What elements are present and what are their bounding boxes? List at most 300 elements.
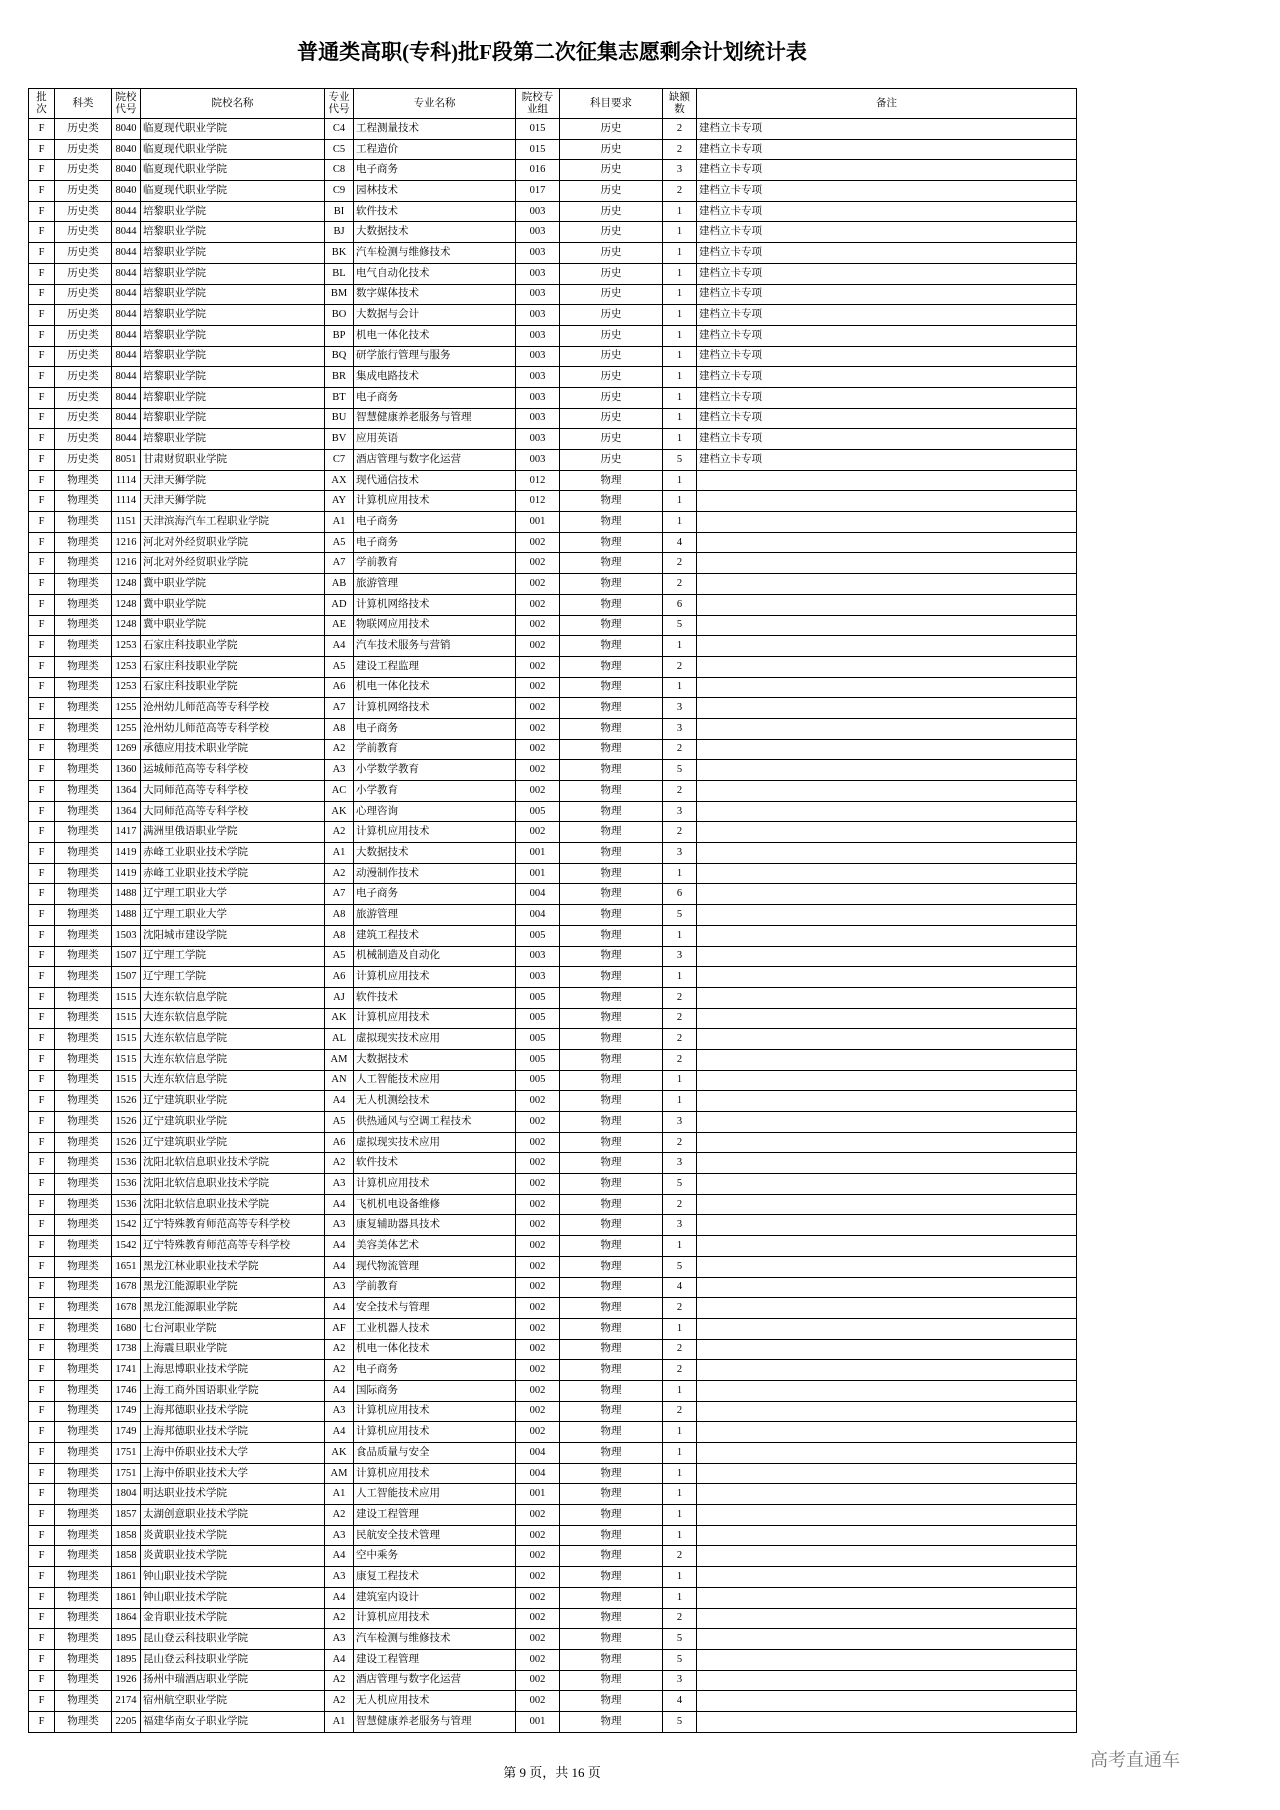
cell-vacancies: 3 xyxy=(663,801,697,822)
cell-school-name: 天津天狮学院 xyxy=(141,491,325,512)
cell-major-code: BV xyxy=(325,429,354,450)
cell-category: 物理类 xyxy=(55,636,112,657)
cell-major-group: 005 xyxy=(516,1008,560,1029)
cell-remarks: 建档立卡专项 xyxy=(697,181,1077,202)
cell-remarks xyxy=(697,532,1077,553)
cell-vacancies: 1 xyxy=(663,1525,697,1546)
cell-subject: 物理 xyxy=(560,512,663,533)
cell-vacancies: 1 xyxy=(663,1422,697,1443)
cell-school-code: 1749 xyxy=(112,1401,141,1422)
cell-subject: 历史 xyxy=(560,346,663,367)
cell-major-name: 旅游管理 xyxy=(354,574,516,595)
cell-major-name: 人工智能技术应用 xyxy=(354,1070,516,1091)
cell-subject: 物理 xyxy=(560,1463,663,1484)
cell-major-code: AY xyxy=(325,491,354,512)
cell-remarks xyxy=(697,1711,1077,1732)
cell-major-name: 国际商务 xyxy=(354,1380,516,1401)
cell-major-group: 005 xyxy=(516,1029,560,1050)
cell-vacancies: 2 xyxy=(663,987,697,1008)
cell-category: 物理类 xyxy=(55,1608,112,1629)
table-row xyxy=(29,781,1077,802)
cell-major-code: A2 xyxy=(325,863,354,884)
cell-major-group: 003 xyxy=(516,222,560,243)
cell-school-code: 1216 xyxy=(112,553,141,574)
cell-category: 物理类 xyxy=(55,1132,112,1153)
cell-remarks xyxy=(697,677,1077,698)
cell-batch: F xyxy=(29,843,55,864)
cell-school-code: 1536 xyxy=(112,1194,141,1215)
cell-major-code: AJ xyxy=(325,987,354,1008)
cell-school-code: 1488 xyxy=(112,884,141,905)
cell-major-name: 汽车检测与维修技术 xyxy=(354,243,516,264)
cell-batch: F xyxy=(29,1463,55,1484)
cell-vacancies: 1 xyxy=(663,1443,697,1464)
cell-category: 物理类 xyxy=(55,1112,112,1133)
cell-major-code: A4 xyxy=(325,1546,354,1567)
table-row xyxy=(29,387,1077,408)
cell-subject: 物理 xyxy=(560,1567,663,1588)
cell-major-code: AM xyxy=(325,1463,354,1484)
cell-school-code: 1864 xyxy=(112,1608,141,1629)
cell-school-name: 宿州航空职业学院 xyxy=(141,1691,325,1712)
cell-major-code: A6 xyxy=(325,967,354,988)
cell-batch: F xyxy=(29,1174,55,1195)
cell-subject: 历史 xyxy=(560,325,663,346)
cell-major-name: 建设工程监理 xyxy=(354,656,516,677)
cell-remarks: 建档立卡专项 xyxy=(697,139,1077,160)
cell-remarks xyxy=(697,1153,1077,1174)
cell-vacancies: 2 xyxy=(663,1194,697,1215)
cell-remarks: 建档立卡专项 xyxy=(697,201,1077,222)
cell-school-name: 上海中侨职业技术大学 xyxy=(141,1443,325,1464)
cell-school-name: 培黎职业学院 xyxy=(141,408,325,429)
cell-remarks xyxy=(697,574,1077,595)
cell-major-group: 002 xyxy=(516,1132,560,1153)
cell-major-code: A4 xyxy=(325,1649,354,1670)
cell-major-code: AM xyxy=(325,1049,354,1070)
cell-school-code: 1678 xyxy=(112,1277,141,1298)
cell-category: 物理类 xyxy=(55,1318,112,1339)
cell-school-name: 辽宁建筑职业学院 xyxy=(141,1132,325,1153)
cell-remarks: 建档立卡专项 xyxy=(697,387,1077,408)
cell-school-code: 1926 xyxy=(112,1670,141,1691)
cell-major-name: 物联网应用技术 xyxy=(354,615,516,636)
cell-major-code: A8 xyxy=(325,925,354,946)
cell-major-group: 005 xyxy=(516,1070,560,1091)
cell-vacancies: 2 xyxy=(663,1401,697,1422)
cell-major-name: 虚拟现实技术应用 xyxy=(354,1132,516,1153)
cell-major-group: 016 xyxy=(516,160,560,181)
cell-batch: F xyxy=(29,222,55,243)
cell-remarks: 建档立卡专项 xyxy=(697,160,1077,181)
table-row xyxy=(29,1318,1077,1339)
cell-school-code: 1858 xyxy=(112,1525,141,1546)
cell-school-code: 8044 xyxy=(112,284,141,305)
cell-major-name: 计算机应用技术 xyxy=(354,1463,516,1484)
cell-remarks xyxy=(697,801,1077,822)
cell-major-name: 学前教育 xyxy=(354,739,516,760)
cell-major-group: 003 xyxy=(516,325,560,346)
cell-major-group: 002 xyxy=(516,1174,560,1195)
cell-school-code: 8044 xyxy=(112,222,141,243)
cell-remarks xyxy=(697,905,1077,926)
table-row xyxy=(29,470,1077,491)
cell-major-name: 工程测量技术 xyxy=(354,119,516,140)
cell-major-name: 软件技术 xyxy=(354,987,516,1008)
cell-major-name: 电子商务 xyxy=(354,718,516,739)
cell-major-group: 002 xyxy=(516,1422,560,1443)
cell-vacancies: 5 xyxy=(663,905,697,926)
cell-category: 物理类 xyxy=(55,1049,112,1070)
cell-school-name: 培黎职业学院 xyxy=(141,387,325,408)
cell-school-code: 8044 xyxy=(112,305,141,326)
table-row xyxy=(29,305,1077,326)
cell-category: 历史类 xyxy=(55,222,112,243)
header-batch: 批次 xyxy=(29,89,55,119)
cell-major-name: 机械制造及自动化 xyxy=(354,946,516,967)
cell-major-group: 003 xyxy=(516,243,560,264)
cell-school-name: 钟山职业技术学院 xyxy=(141,1567,325,1588)
cell-major-name: 电子商务 xyxy=(354,512,516,533)
cell-major-name: 酒店管理与数字化运营 xyxy=(354,450,516,471)
cell-school-code: 1151 xyxy=(112,512,141,533)
cell-batch: F xyxy=(29,284,55,305)
cell-remarks xyxy=(697,987,1077,1008)
cell-batch: F xyxy=(29,925,55,946)
cell-major-code: A3 xyxy=(325,1174,354,1195)
cell-major-code: A3 xyxy=(325,1567,354,1588)
cell-major-code: A8 xyxy=(325,718,354,739)
cell-major-group: 003 xyxy=(516,967,560,988)
cell-major-group: 004 xyxy=(516,905,560,926)
cell-school-code: 2174 xyxy=(112,1691,141,1712)
cell-batch: F xyxy=(29,1029,55,1050)
cell-subject: 物理 xyxy=(560,1277,663,1298)
cell-remarks xyxy=(697,718,1077,739)
cell-major-group: 002 xyxy=(516,615,560,636)
cell-subject: 物理 xyxy=(560,594,663,615)
cell-category: 物理类 xyxy=(55,1174,112,1195)
cell-batch: F xyxy=(29,739,55,760)
cell-remarks: 建档立卡专项 xyxy=(697,367,1077,388)
cell-subject: 历史 xyxy=(560,243,663,264)
cell-major-group: 002 xyxy=(516,781,560,802)
cell-subject: 物理 xyxy=(560,636,663,657)
cell-category: 物理类 xyxy=(55,574,112,595)
cell-school-code: 1360 xyxy=(112,760,141,781)
cell-subject: 历史 xyxy=(560,201,663,222)
cell-school-name: 福建华南女子职业学院 xyxy=(141,1711,325,1732)
cell-subject: 物理 xyxy=(560,863,663,884)
cell-vacancies: 2 xyxy=(663,139,697,160)
cell-batch: F xyxy=(29,1091,55,1112)
cell-category: 历史类 xyxy=(55,243,112,264)
cell-major-code: AF xyxy=(325,1318,354,1339)
cell-batch: F xyxy=(29,243,55,264)
cell-vacancies: 1 xyxy=(663,1567,697,1588)
cell-remarks xyxy=(697,594,1077,615)
cell-school-code: 1751 xyxy=(112,1463,141,1484)
cell-category: 物理类 xyxy=(55,1484,112,1505)
cell-subject: 物理 xyxy=(560,1112,663,1133)
cell-remarks xyxy=(697,1484,1077,1505)
cell-major-name: 研学旅行管理与服务 xyxy=(354,346,516,367)
cell-subject: 物理 xyxy=(560,574,663,595)
cell-vacancies: 3 xyxy=(663,160,697,181)
cell-school-name: 大连东软信息学院 xyxy=(141,987,325,1008)
table-row xyxy=(29,1298,1077,1319)
table-row xyxy=(29,1505,1077,1526)
cell-subject: 历史 xyxy=(560,408,663,429)
cell-remarks: 建档立卡专项 xyxy=(697,450,1077,471)
cell-subject: 物理 xyxy=(560,553,663,574)
cell-batch: F xyxy=(29,863,55,884)
cell-school-code: 2205 xyxy=(112,1711,141,1732)
table-row xyxy=(29,1174,1077,1195)
cell-school-code: 1749 xyxy=(112,1422,141,1443)
cell-category: 物理类 xyxy=(55,512,112,533)
cell-category: 物理类 xyxy=(55,594,112,615)
cell-major-code: BK xyxy=(325,243,354,264)
cell-major-group: 002 xyxy=(516,1629,560,1650)
cell-school-name: 沧州幼儿师范高等专科学校 xyxy=(141,698,325,719)
cell-school-name: 辽宁理工职业大学 xyxy=(141,905,325,926)
cell-major-code: A4 xyxy=(325,1091,354,1112)
cell-school-code: 1895 xyxy=(112,1629,141,1650)
cell-remarks xyxy=(697,946,1077,967)
cell-category: 物理类 xyxy=(55,491,112,512)
cell-batch: F xyxy=(29,718,55,739)
cell-batch: F xyxy=(29,1546,55,1567)
cell-remarks xyxy=(697,1112,1077,1133)
cell-vacancies: 5 xyxy=(663,1256,697,1277)
cell-major-code: AE xyxy=(325,615,354,636)
cell-major-code: BQ xyxy=(325,346,354,367)
cell-school-code: 8040 xyxy=(112,160,141,181)
cell-school-code: 1255 xyxy=(112,718,141,739)
cell-major-code: A3 xyxy=(325,760,354,781)
cell-category: 历史类 xyxy=(55,181,112,202)
cell-vacancies: 2 xyxy=(663,822,697,843)
cell-school-code: 8051 xyxy=(112,450,141,471)
cell-school-code: 8040 xyxy=(112,181,141,202)
cell-vacancies: 6 xyxy=(663,594,697,615)
cell-school-name: 金肯职业技术学院 xyxy=(141,1608,325,1629)
cell-school-code: 8044 xyxy=(112,325,141,346)
cell-school-code: 1526 xyxy=(112,1091,141,1112)
table-row xyxy=(29,594,1077,615)
cell-major-group: 002 xyxy=(516,1505,560,1526)
cell-batch: F xyxy=(29,512,55,533)
cell-category: 历史类 xyxy=(55,160,112,181)
cell-vacancies: 2 xyxy=(663,739,697,760)
cell-school-name: 上海思博职业技术学院 xyxy=(141,1360,325,1381)
cell-subject: 物理 xyxy=(560,1629,663,1650)
cell-school-name: 炎黄职业技术学院 xyxy=(141,1525,325,1546)
table-row xyxy=(29,843,1077,864)
cell-subject: 物理 xyxy=(560,1256,663,1277)
table-row xyxy=(29,636,1077,657)
cell-major-name: 计算机应用技术 xyxy=(354,822,516,843)
cell-major-name: 汽车检测与维修技术 xyxy=(354,1629,516,1650)
cell-category: 物理类 xyxy=(55,905,112,926)
cell-major-code: A7 xyxy=(325,553,354,574)
cell-batch: F xyxy=(29,450,55,471)
cell-batch: F xyxy=(29,615,55,636)
page-title: 普通类高职(专科)批F段第二次征集志愿剩余计划统计表 xyxy=(297,40,807,64)
cell-vacancies: 1 xyxy=(663,1236,697,1257)
cell-remarks xyxy=(697,1567,1077,1588)
cell-major-group: 002 xyxy=(516,1339,560,1360)
cell-vacancies: 1 xyxy=(663,1318,697,1339)
cell-batch: F xyxy=(29,1649,55,1670)
cell-remarks xyxy=(697,512,1077,533)
cell-remarks xyxy=(697,1422,1077,1443)
cell-major-group: 002 xyxy=(516,553,560,574)
table-row xyxy=(29,1215,1077,1236)
cell-remarks: 建档立卡专项 xyxy=(697,429,1077,450)
cell-major-code: BM xyxy=(325,284,354,305)
cell-school-name: 培黎职业学院 xyxy=(141,429,325,450)
cell-remarks xyxy=(697,1463,1077,1484)
cell-major-group: 003 xyxy=(516,367,560,388)
cell-batch: F xyxy=(29,1298,55,1319)
cell-school-name: 沈阳北软信息职业技术学院 xyxy=(141,1174,325,1195)
header-category: 科类 xyxy=(55,89,112,119)
table-row xyxy=(29,863,1077,884)
cell-major-code: A6 xyxy=(325,1132,354,1153)
cell-major-code: BR xyxy=(325,367,354,388)
cell-batch: F xyxy=(29,1401,55,1422)
cell-vacancies: 1 xyxy=(663,1070,697,1091)
cell-school-code: 1746 xyxy=(112,1380,141,1401)
cell-school-name: 冀中职业学院 xyxy=(141,594,325,615)
cell-major-name: 机电一体化技术 xyxy=(354,1339,516,1360)
cell-vacancies: 2 xyxy=(663,1049,697,1070)
cell-remarks xyxy=(697,1691,1077,1712)
cell-school-code: 1651 xyxy=(112,1256,141,1277)
cell-major-name: 学前教育 xyxy=(354,1277,516,1298)
cell-category: 历史类 xyxy=(55,429,112,450)
cell-school-code: 1253 xyxy=(112,677,141,698)
cell-remarks xyxy=(697,1174,1077,1195)
cell-remarks xyxy=(697,470,1077,491)
cell-school-name: 昆山登云科技职业学院 xyxy=(141,1629,325,1650)
cell-school-code: 1507 xyxy=(112,967,141,988)
cell-major-code: A4 xyxy=(325,1194,354,1215)
cell-remarks: 建档立卡专项 xyxy=(697,119,1077,140)
cell-school-code: 1488 xyxy=(112,905,141,926)
cell-school-name: 黑龙江能源职业学院 xyxy=(141,1298,325,1319)
cell-vacancies: 5 xyxy=(663,760,697,781)
cell-major-name: 计算机应用技术 xyxy=(354,1422,516,1443)
cell-subject: 历史 xyxy=(560,181,663,202)
cell-major-group: 002 xyxy=(516,1277,560,1298)
table-row xyxy=(29,1339,1077,1360)
cell-major-code: A6 xyxy=(325,677,354,698)
cell-major-group: 002 xyxy=(516,822,560,843)
cell-batch: F xyxy=(29,1380,55,1401)
cell-subject: 物理 xyxy=(560,615,663,636)
cell-major-group: 002 xyxy=(516,760,560,781)
table-row xyxy=(29,119,1077,140)
cell-category: 物理类 xyxy=(55,1711,112,1732)
cell-vacancies: 1 xyxy=(663,677,697,698)
cell-subject: 物理 xyxy=(560,1132,663,1153)
cell-category: 物理类 xyxy=(55,760,112,781)
cell-school-name: 大连东软信息学院 xyxy=(141,1029,325,1050)
cell-major-name: 智慧健康养老服务与管理 xyxy=(354,408,516,429)
cell-major-group: 002 xyxy=(516,1691,560,1712)
cell-category: 物理类 xyxy=(55,1008,112,1029)
cell-vacancies: 2 xyxy=(663,553,697,574)
cell-remarks xyxy=(697,863,1077,884)
cell-batch: F xyxy=(29,305,55,326)
cell-school-code: 1114 xyxy=(112,491,141,512)
table-row xyxy=(29,1608,1077,1629)
cell-remarks xyxy=(697,1629,1077,1650)
cell-major-group: 003 xyxy=(516,387,560,408)
cell-major-group: 015 xyxy=(516,139,560,160)
cell-subject: 物理 xyxy=(560,1608,663,1629)
cell-major-group: 001 xyxy=(516,1711,560,1732)
cell-batch: F xyxy=(29,346,55,367)
cell-major-code: BJ xyxy=(325,222,354,243)
cell-major-group: 002 xyxy=(516,1298,560,1319)
table-row xyxy=(29,367,1077,388)
cell-category: 物理类 xyxy=(55,1277,112,1298)
cell-batch: F xyxy=(29,139,55,160)
table-row xyxy=(29,532,1077,553)
cell-remarks xyxy=(697,739,1077,760)
cell-major-name: 现代物流管理 xyxy=(354,1256,516,1277)
header-remarks: 备注 xyxy=(697,89,1077,119)
cell-subject: 历史 xyxy=(560,119,663,140)
cell-major-code: A4 xyxy=(325,1256,354,1277)
cell-major-code: A3 xyxy=(325,1215,354,1236)
cell-vacancies: 1 xyxy=(663,284,697,305)
cell-remarks xyxy=(697,491,1077,512)
cell-vacancies: 2 xyxy=(663,1132,697,1153)
cell-school-code: 8044 xyxy=(112,367,141,388)
cell-category: 物理类 xyxy=(55,677,112,698)
cell-batch: F xyxy=(29,1422,55,1443)
cell-major-group: 004 xyxy=(516,1443,560,1464)
cell-major-group: 003 xyxy=(516,346,560,367)
cell-major-group: 002 xyxy=(516,1112,560,1133)
cell-school-name: 大连东软信息学院 xyxy=(141,1008,325,1029)
cell-major-code: C8 xyxy=(325,160,354,181)
cell-category: 物理类 xyxy=(55,1670,112,1691)
cell-school-code: 1680 xyxy=(112,1318,141,1339)
cell-subject: 物理 xyxy=(560,1070,663,1091)
cell-major-group: 003 xyxy=(516,201,560,222)
cell-major-code: A2 xyxy=(325,739,354,760)
table-row xyxy=(29,698,1077,719)
table-row xyxy=(29,656,1077,677)
cell-vacancies: 3 xyxy=(663,946,697,967)
cell-subject: 物理 xyxy=(560,1587,663,1608)
cell-vacancies: 1 xyxy=(663,243,697,264)
table-row xyxy=(29,925,1077,946)
cell-major-code: BI xyxy=(325,201,354,222)
cell-remarks xyxy=(697,1339,1077,1360)
table-row xyxy=(29,739,1077,760)
cell-major-name: 小学数学教育 xyxy=(354,760,516,781)
cell-subject: 物理 xyxy=(560,1049,663,1070)
cell-major-group: 012 xyxy=(516,491,560,512)
table-row xyxy=(29,677,1077,698)
